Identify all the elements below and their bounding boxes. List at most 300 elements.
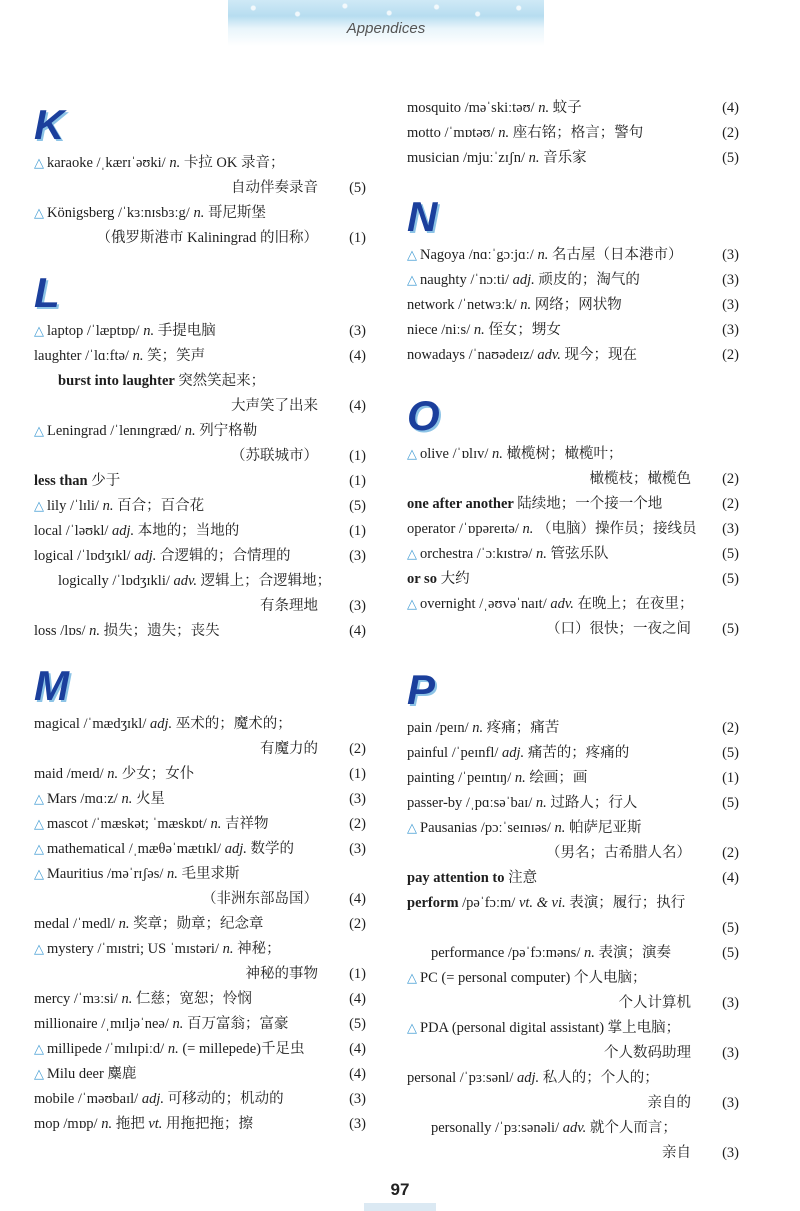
section-o [407,394,739,642]
definition: 大约 [440,571,470,587]
definition: 就个人而言； [589,1120,677,1136]
entry-line [34,226,366,251]
part-of-speech: n. [193,205,208,221]
entry-line [34,201,366,226]
headword: mobile /ˈməʊbaɪl/ [34,1091,142,1107]
unit-number: (3) [722,1045,739,1061]
entry-line [34,176,366,201]
new-word-triangle-icon: △ [407,447,417,462]
part-of-speech: adj. [141,1091,168,1107]
definition: 少于 [91,473,121,489]
unit-number: (5) [722,621,739,637]
part-of-speech: adj. [134,548,160,564]
definition: 合逻辑的；合情理的 [159,548,291,564]
headword: Milu deer [47,1066,108,1082]
headword: network /ˈnetwɜːk/ [407,297,521,313]
definition-continued: （口）很快；一夜之间 [546,621,691,637]
unit-number: (3) [349,598,366,614]
new-word-triangle-icon: △ [34,499,44,514]
definition: 疼痛；痛苦 [486,720,560,736]
header-banner [228,0,544,46]
definition: 突然笑起来； [178,373,266,389]
headword: painful /ˈpeɪnfl/ [407,745,503,761]
headword: mathematical /ˌmæθəˈmætɪkl/ [47,841,225,857]
entry-line [407,966,739,991]
definition: 痛苦的；疼痛的 [527,745,630,761]
part-of-speech: n. [583,945,599,961]
definition: 损失；遗失；丧失 [103,623,220,639]
definition: 拖把 [115,1116,145,1132]
new-word-triangle-icon: △ [34,1042,44,1057]
unit-number: (4) [349,348,366,364]
entry-line [34,494,366,519]
part-of-speech: n. [107,766,122,782]
part-of-speech: adv. [562,1120,590,1136]
definition-continued: 神秘的事物 [245,966,318,982]
entry-line [407,816,739,841]
entry-line [34,837,366,862]
unit-number: (1) [349,448,366,464]
unit-number: (3) [722,272,739,288]
new-word-triangle-icon: △ [407,597,417,612]
headword: PC (= personal computer) [420,970,574,986]
part-of-speech: n. [121,991,136,1007]
definition: 仁慈；宽恕；怜悯 [135,991,252,1007]
unit-number: (1) [349,230,366,246]
entry-line [407,318,739,343]
part-of-speech: adj. [112,523,138,539]
definition: 现今；现在 [564,347,637,363]
entry-line [407,1091,739,1116]
definition: 私人的；个人的； [542,1070,659,1086]
unit-number: (2) [722,845,739,861]
unit-number: (5) [722,546,739,562]
headword: personally /ˈpɜːsənəli/ [431,1120,563,1136]
entry-line [407,1141,739,1166]
entry-line [407,1116,739,1141]
section-n [407,195,739,368]
unit-number: (3) [349,1116,366,1132]
headword: olive /ˈɒlɪv/ [420,446,493,462]
new-word-triangle-icon: △ [407,1021,417,1036]
definition-continued: （苏联城市） [231,448,318,464]
unit-number: (2) [722,720,739,736]
new-word-triangle-icon: △ [34,842,44,857]
entry-line [407,617,739,642]
entry-line [34,369,366,394]
part-of-speech: n. [118,916,134,932]
entry-line [407,442,739,467]
unit-number: (5) [349,1016,366,1032]
unit-number: (3) [722,322,739,338]
part-of-speech: n. [492,446,507,462]
definition: 掌上电脑； [607,1020,681,1036]
entry-line [34,737,366,762]
part-of-speech: n. [538,100,553,116]
unit-number: (2) [722,347,739,363]
part-of-speech: n. [498,125,513,141]
unit-number: (3) [349,323,366,339]
headword: nowadays /ˈnaʊədeɪz/ [407,347,538,363]
headword: maid /meɪd/ [34,766,108,782]
definition: 毛里求斯 [181,866,240,882]
section-letter: K [34,101,65,148]
headword: lily /ˈlɪli/ [47,498,103,514]
definition: 绘画；画 [529,770,588,786]
unit-number: (5) [349,180,366,196]
unit-number: (4) [349,398,366,414]
entry-line [34,1112,366,1137]
section-letter: L [34,269,60,316]
definition: 手提电脑 [157,323,216,339]
definition: 哥尼斯堡 [207,205,266,221]
unit-number: (1) [349,473,366,489]
part-of-speech: n. [473,322,489,338]
entry-line [34,619,366,644]
unit-number: (4) [349,623,366,639]
unit-number: (3) [722,297,739,313]
headword: niece /niːs/ [407,322,474,338]
unit-number: (4) [722,100,739,116]
entry-line [34,812,366,837]
right-column [407,96,739,1166]
new-word-triangle-icon: △ [34,156,44,171]
headword: mercy /ˈmɜːsi/ [34,991,122,1007]
unit-number: (5) [722,571,739,587]
headword: mosquito /məˈskiːtəʊ/ [407,100,539,116]
unit-number: (5) [722,795,739,811]
definition-continued: 个人数码助理 [604,1045,691,1061]
definition: 百合；百合花 [117,498,205,514]
headword: personal /ˈpɜːsənl/ [407,1070,517,1086]
headword: operator /ˈɒpəreɪtə/ [407,521,523,537]
entry-line [34,712,366,737]
headword: mascot /ˈmæskət; ˈmæskɒt/ [47,816,211,832]
unit-number: (4) [349,991,366,1007]
page-number-bar [364,1203,436,1211]
entry-line [407,517,739,542]
entry-line [407,293,739,318]
headword: motto /ˈmɒtəʊ/ [407,125,499,141]
definition: 橄榄树；橄榄叶； [506,446,623,462]
unit-number: (3) [349,841,366,857]
part-of-speech: n. [132,348,148,364]
unit-number: (2) [349,741,366,757]
part-of-speech: n. [143,323,158,339]
headword: mystery /ˈmɪstri; US ˈmɪstəri/ [47,941,223,957]
unit-number: (3) [349,1091,366,1107]
definition: 巫术的；魔术的； [175,716,292,732]
headword: magical /ˈmædʒɪkl/ [34,716,150,732]
headword: Königsberg /ˈkɜːnɪsbɜːg/ [47,205,194,221]
entry-line [407,741,739,766]
entry-line [407,791,739,816]
definition-continued: （非洲东部岛国） [202,891,318,907]
definition-continued: 自动伴奏录音 [231,180,318,196]
phrase: burst into laughter [58,373,179,389]
unit-number: (5) [722,150,739,166]
definition: 过路人；行人 [550,795,638,811]
unit-number: (2) [722,125,739,141]
definition: 用拖把拖；擦 [166,1116,254,1132]
definition: 表演；演奏 [598,945,671,961]
part-of-speech: n. [535,546,551,562]
definition: 蚊子 [552,100,582,116]
headword: laughter /ˈlɑːftə/ [34,348,133,364]
entry-line [34,912,366,937]
headword: logically /ˈlɒdʒɪkli/ [58,573,174,589]
entry-line [34,987,366,1012]
new-word-triangle-icon: △ [34,424,44,439]
entry-line [407,592,739,617]
unit-number: (3) [722,995,739,1011]
definition: 注意 [508,870,538,886]
headword: orchestra /ˈɔːkɪstrə/ [420,546,536,562]
unit-number: (3) [349,548,366,564]
entry-line [34,419,366,444]
new-word-triangle-icon: △ [407,821,417,836]
entry-line [34,1087,366,1112]
entry-line [34,1012,366,1037]
definition: 帕萨尼亚斯 [569,820,642,836]
definition: 数学的 [250,841,294,857]
entry-line [34,151,366,176]
unit-number: (2) [722,496,739,512]
part-of-speech: n. [522,521,537,537]
entry-line [34,444,366,469]
section-letter: M [34,662,69,709]
unit-number: (4) [349,891,366,907]
entry-line [34,937,366,962]
entry-line [34,344,366,369]
part-of-speech: n. [520,297,535,313]
part-of-speech: n. [167,866,182,882]
entry-line [34,519,366,544]
section-letter: N [407,193,438,240]
entry-line [407,766,739,791]
new-word-triangle-icon: △ [34,867,44,882]
part-of-speech: adj. [502,745,528,761]
headword: performance /pəˈfɔːməns/ [431,945,584,961]
entry-line [407,916,739,941]
headword: Mars /mɑːz/ [47,791,122,807]
entry-line [34,962,366,987]
headword: naughty /ˈnɔːti/ [420,272,513,288]
definition: 百万富翁；富豪 [187,1016,289,1032]
part-of-speech: n. [172,1016,188,1032]
definition: 座右铭；格言；警句 [512,125,644,141]
definition: （电脑）操作员；接线员 [536,521,697,537]
part-of-speech: adv. [550,596,578,612]
new-word-triangle-icon: △ [407,273,417,288]
part-of-speech: n. [121,791,136,807]
headword: musician /mjuːˈzɪʃn/ [407,150,529,166]
entry-line [34,544,366,569]
headword: mop /mɒp/ [34,1116,102,1132]
unit-number: (3) [722,1095,739,1111]
unit-number: (3) [349,791,366,807]
definition: 网络；网状物 [534,297,622,313]
part-of-speech: n. [210,816,225,832]
entry-line [407,866,739,891]
section-p [407,668,739,1166]
unit-number: (3) [722,247,739,263]
entry-line [407,841,739,866]
entry-line [407,716,739,741]
part-of-speech: n. [554,820,570,836]
unit-number: (5) [722,920,739,936]
unit-number: (1) [722,770,739,786]
headword: Mauritius /məˈrɪʃəs/ [47,866,168,882]
entry-line [407,96,739,121]
definition-continued: 亲自的 [647,1095,691,1111]
definition: 个人电脑； [573,970,647,986]
entry-line [34,394,366,419]
part-of-speech: n. [222,941,238,957]
part-of-speech: adj. [512,272,539,288]
unit-number: (3) [722,1145,739,1161]
entry-line [407,542,739,567]
part-of-speech: n. [169,155,184,171]
new-word-triangle-icon: △ [407,971,417,986]
left-column [34,103,366,1137]
entry-line [407,991,739,1016]
definition-continued: 个人计算机 [618,995,691,1011]
definition: 火星 [135,791,165,807]
headword: Leningrad /ˈlenɪngræd/ [47,423,185,439]
headword: medal /ˈmedl/ [34,916,119,932]
part-of-speech: n. [184,423,200,439]
definition-continued: 亲自 [662,1145,691,1161]
new-word-triangle-icon: △ [34,206,44,221]
unit-number: (2) [349,816,366,832]
entry-line [407,1066,739,1091]
unit-number: (2) [349,916,366,932]
new-word-triangle-icon: △ [34,942,44,957]
entry-line [34,787,366,812]
unit-number: (1) [349,523,366,539]
headword: Nagoya /nɑːˈgɔːjɑː/ [420,247,538,263]
entry-line [34,1062,366,1087]
unit-number: (4) [722,870,739,886]
definition-continued: 橄榄枝；橄榄色 [589,471,691,487]
headword: laptop /ˈlæptɒp/ [47,323,144,339]
part-of-speech: n. [537,247,552,263]
section-letter: P [407,666,436,713]
section-m [34,664,366,1137]
new-word-triangle-icon: △ [34,1067,44,1082]
new-word-triangle-icon: △ [407,547,417,562]
headword: perform [407,895,463,911]
definition: 本地的；当地的 [137,523,240,539]
definition: 神秘； [237,941,281,957]
headword: logical /ˈlɒdʒɪkl/ [34,548,135,564]
section-letter: O [407,392,440,439]
entry-line [407,567,739,592]
definition: 管弦乐队 [550,546,609,562]
part-of-speech: n. [101,1116,116,1132]
entry-line [34,762,366,787]
headword: or so [407,571,441,587]
headword: karaoke /ˌkærɪˈəʊki/ [47,155,170,171]
entry-line [34,319,366,344]
headword: pain /peɪn/ [407,720,473,736]
entry-line [407,467,739,492]
definition: 表演；履行；执行 [569,895,686,911]
part-of-speech: n. [472,720,487,736]
entry-line [34,569,366,594]
headword: Pausanias /pɔːˈseɪnɪəs/ [420,820,555,836]
headword: PDA (personal digital assistant) [420,1020,608,1036]
entry-line [407,243,739,268]
definition: 陆续地；一个接一个地 [517,496,663,512]
headword: local /ˈləʊkl/ [34,523,113,539]
definition: (= millepede)千足虫 [182,1041,305,1057]
entry-line [407,268,739,293]
headword: painting /ˈpeɪntɪŋ/ [407,770,515,786]
headword: /pəˈfɔːm/ [462,895,519,911]
banner-decoration [228,0,544,20]
definition: 可移动的；机动的 [167,1091,284,1107]
entry-line [407,941,739,966]
new-word-triangle-icon: △ [34,792,44,807]
unit-number: (1) [349,766,366,782]
entry-line [407,891,739,916]
unit-number: (3) [722,521,739,537]
page-header-title: Appendices [346,20,426,37]
definition: 在晚上；在夜里； [577,596,694,612]
entry-line [34,594,366,619]
part-of-speech: adj. [516,1070,543,1086]
part-of-speech: n. [89,623,104,639]
definition-continued: 大声笑了出来 [231,398,318,414]
part-of-speech: vt. [144,1116,167,1132]
part-of-speech: vt. & vi. [518,895,570,911]
definition: 顽皮的；淘气的 [538,272,640,288]
section-m-continued [407,96,739,171]
part-of-speech: n. [528,150,544,166]
definition: 麋鹿 [107,1066,137,1082]
entry-line [407,1016,739,1041]
definition-continued: 有魔力的 [260,741,318,757]
entry-line [407,146,739,171]
part-of-speech: adj. [224,841,251,857]
definition: 逻辑上；合逻辑地； [200,573,332,589]
definition-continued: （俄罗斯港市 Kaliningrad 的旧称） [96,230,318,246]
headword: millionaire /ˌmɪljəˈneə/ [34,1016,173,1032]
entry-line [34,862,366,887]
definition-continued: 有条理地 [260,598,318,614]
definition: 少女；女仆 [121,766,195,782]
unit-number: (4) [349,1066,366,1082]
part-of-speech: n. [514,770,530,786]
entry-line [407,343,739,368]
entry-line [34,1037,366,1062]
unit-number: (4) [349,1041,366,1057]
entry-line [407,492,739,517]
section-k [34,103,366,251]
headword: less than [34,473,92,489]
definition: 侄女；甥女 [488,322,561,338]
headword: overnight /ˌəʊvəˈnaɪt/ [420,596,551,612]
entry-line [34,887,366,912]
part-of-speech: adv. [537,347,565,363]
definition: 吉祥物 [224,816,269,832]
part-of-speech: n. [102,498,118,514]
headword: pay attention to [407,870,509,886]
part-of-speech: adv. [173,573,201,589]
definition: 卡拉 OK 录音； [183,155,285,171]
